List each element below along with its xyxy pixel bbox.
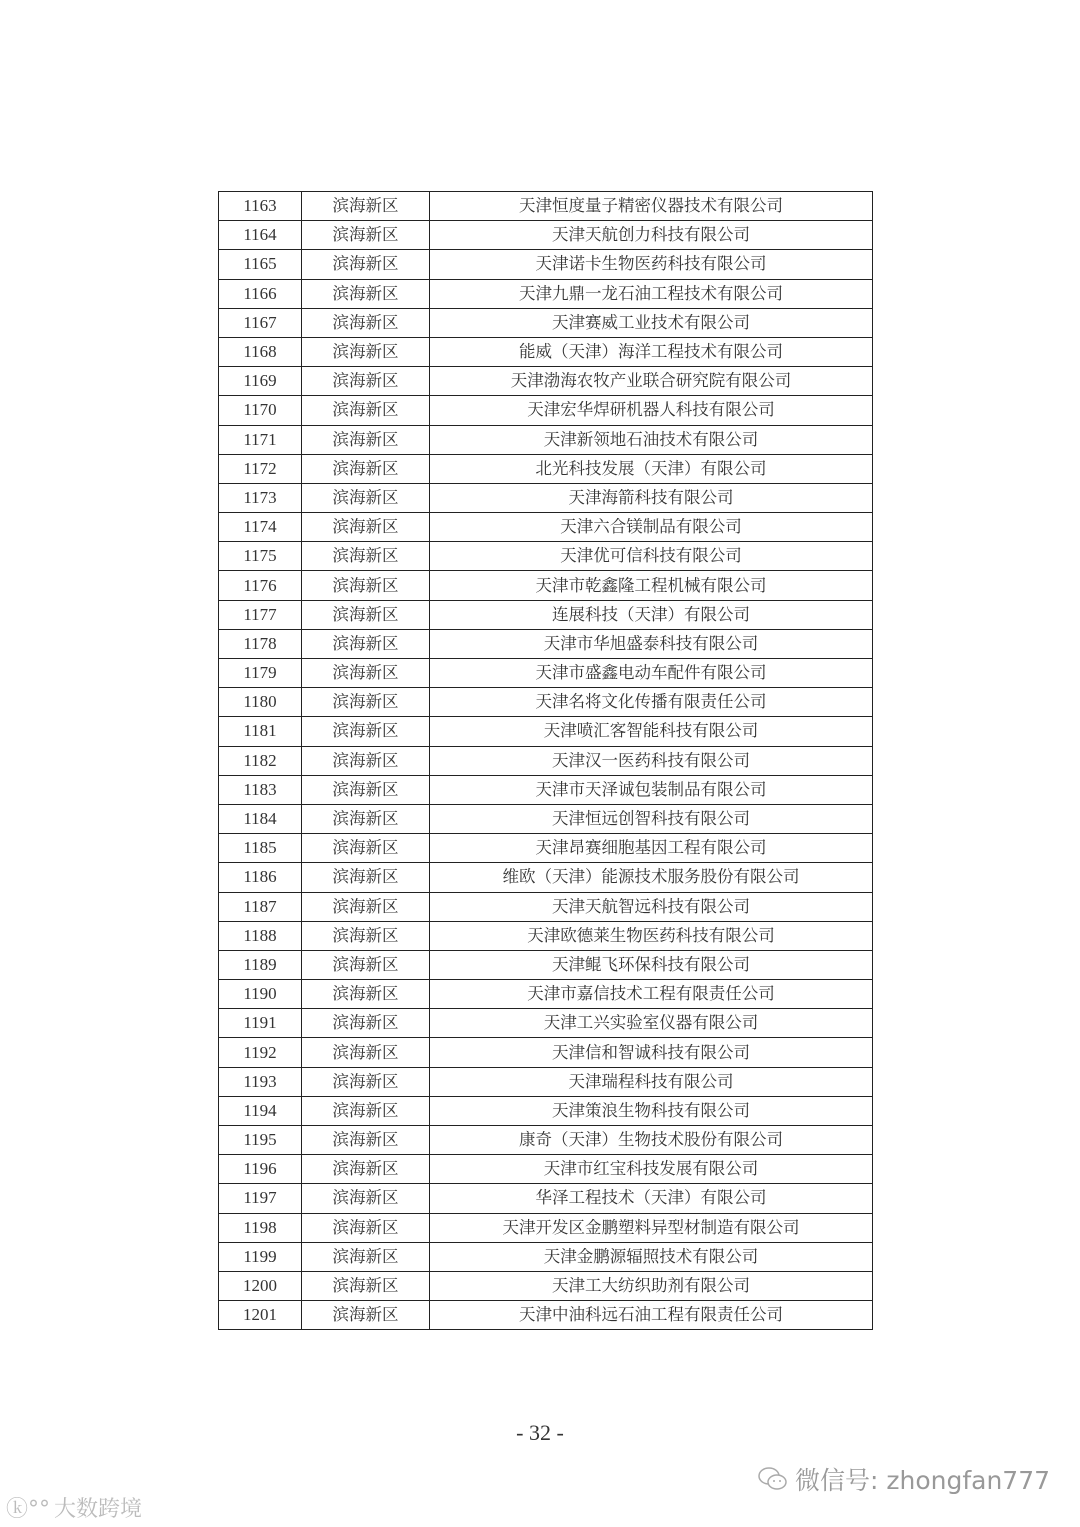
company-name: 连展科技（天津）有限公司 — [430, 600, 873, 629]
row-number: 1189 — [219, 950, 302, 979]
table-row — [219, 834, 873, 863]
company-name: 华泽工程技术（天津）有限公司 — [430, 1184, 873, 1213]
district: 滨海新区 — [302, 1096, 430, 1125]
district: 滨海新区 — [302, 250, 430, 279]
table-row — [219, 980, 873, 1009]
row-number: 1174 — [219, 513, 302, 542]
row-number: 1196 — [219, 1155, 302, 1184]
company-name: 天津恒度量子精密仪器技术有限公司 — [430, 192, 873, 221]
wechat-icon — [757, 1465, 789, 1493]
row-number: 1169 — [219, 367, 302, 396]
row-number: 1182 — [219, 746, 302, 775]
table-row — [219, 717, 873, 746]
row-number: 1172 — [219, 454, 302, 483]
page-number: - 32 - — [516, 1420, 564, 1445]
row-number: 1197 — [219, 1184, 302, 1213]
table-row — [219, 250, 873, 279]
table-row — [219, 221, 873, 250]
row-number: 1201 — [219, 1301, 302, 1330]
company-name: 天津九鼎一龙石油工程技术有限公司 — [430, 279, 873, 308]
row-number: 1180 — [219, 688, 302, 717]
company-name: 天津中油科远石油工程有限责任公司 — [430, 1301, 873, 1330]
district: 滨海新区 — [302, 542, 430, 571]
table-row — [219, 571, 873, 600]
company-name: 天津工兴实验室仪器有限公司 — [430, 1009, 873, 1038]
company-name: 维欧（天津）能源技术服务股份有限公司 — [430, 863, 873, 892]
company-name: 天津金鹏源辐照技术有限公司 — [430, 1242, 873, 1271]
table-row — [219, 629, 873, 658]
table-row — [219, 1155, 873, 1184]
district: 滨海新区 — [302, 659, 430, 688]
company-name: 天津市红宝科技发展有限公司 — [430, 1155, 873, 1184]
district: 滨海新区 — [302, 775, 430, 804]
table-row — [219, 337, 873, 366]
table-row — [219, 746, 873, 775]
district: 滨海新区 — [302, 1271, 430, 1300]
district: 滨海新区 — [302, 1184, 430, 1213]
wechat-id: 微信号: zhongfan777 — [795, 1466, 1051, 1495]
company-name: 天津新领地石油技术有限公司 — [430, 425, 873, 454]
row-number: 1192 — [219, 1038, 302, 1067]
company-name: 天津欧德莱生物医药科技有限公司 — [430, 921, 873, 950]
row-number: 1181 — [219, 717, 302, 746]
company-name: 天津市华旭盛泰科技有限公司 — [430, 629, 873, 658]
company-name: 能威（天津）海洋工程技术有限公司 — [430, 337, 873, 366]
row-number: 1199 — [219, 1242, 302, 1271]
row-number: 1190 — [219, 980, 302, 1009]
district: 滨海新区 — [302, 279, 430, 308]
company-name: 天津喷汇客智能科技有限公司 — [430, 717, 873, 746]
district: 滨海新区 — [302, 396, 430, 425]
company-name: 天津六合镁制品有限公司 — [430, 513, 873, 542]
row-number: 1187 — [219, 892, 302, 921]
site-watermark — [6, 1492, 142, 1523]
district: 滨海新区 — [302, 483, 430, 512]
company-name: 天津赛威工业技术有限公司 — [430, 308, 873, 337]
district: 滨海新区 — [302, 1155, 430, 1184]
table-row — [219, 804, 873, 833]
district: 滨海新区 — [302, 454, 430, 483]
table-row — [219, 1096, 873, 1125]
row-number: 1194 — [219, 1096, 302, 1125]
table-row — [219, 1126, 873, 1155]
company-name: 天津瑞程科技有限公司 — [430, 1067, 873, 1096]
table-row — [219, 1242, 873, 1271]
row-number: 1198 — [219, 1213, 302, 1242]
district: 滨海新区 — [302, 221, 430, 250]
table-row — [219, 483, 873, 512]
table-row — [219, 308, 873, 337]
wechat-watermark — [757, 1461, 1050, 1497]
district: 滨海新区 — [302, 513, 430, 542]
district: 滨海新区 — [302, 746, 430, 775]
table-row — [219, 892, 873, 921]
table-row — [219, 688, 873, 717]
row-number: 1176 — [219, 571, 302, 600]
row-number: 1185 — [219, 834, 302, 863]
district: 滨海新区 — [302, 1009, 430, 1038]
company-name: 天津恒远创智科技有限公司 — [430, 804, 873, 833]
district: 滨海新区 — [302, 921, 430, 950]
district: 滨海新区 — [302, 337, 430, 366]
row-number: 1175 — [219, 542, 302, 571]
table-row — [219, 396, 873, 425]
row-number: 1177 — [219, 600, 302, 629]
table-row — [219, 425, 873, 454]
district: 滨海新区 — [302, 1126, 430, 1155]
row-number: 1178 — [219, 629, 302, 658]
row-number: 1186 — [219, 863, 302, 892]
table-row — [219, 1184, 873, 1213]
company-name: 天津汉一医药科技有限公司 — [430, 746, 873, 775]
company-name: 天津信和智诚科技有限公司 — [430, 1038, 873, 1067]
table-row — [219, 1271, 873, 1300]
district: 滨海新区 — [302, 688, 430, 717]
company-name: 天津诺卡生物医药科技有限公司 — [430, 250, 873, 279]
table-row — [219, 921, 873, 950]
company-name: 天津工大纺织助剂有限公司 — [430, 1271, 873, 1300]
district: 滨海新区 — [302, 192, 430, 221]
table-row — [219, 279, 873, 308]
district: 滨海新区 — [302, 1242, 430, 1271]
district: 滨海新区 — [302, 308, 430, 337]
district: 滨海新区 — [302, 425, 430, 454]
table-row — [219, 659, 873, 688]
company-name: 天津名将文化传播有限责任公司 — [430, 688, 873, 717]
company-name: 天津市盛鑫电动车配件有限公司 — [430, 659, 873, 688]
row-number: 1164 — [219, 221, 302, 250]
row-number: 1179 — [219, 659, 302, 688]
district: 滨海新区 — [302, 950, 430, 979]
row-number: 1195 — [219, 1126, 302, 1155]
district: 滨海新区 — [302, 804, 430, 833]
company-name: 天津天航创力科技有限公司 — [430, 221, 873, 250]
row-number: 1163 — [219, 192, 302, 221]
company-name: 天津宏华焊研机器人科技有限公司 — [430, 396, 873, 425]
company-name: 天津开发区金鹏塑料异型材制造有限公司 — [430, 1213, 873, 1242]
row-number: 1173 — [219, 483, 302, 512]
district: 滨海新区 — [302, 1301, 430, 1330]
row-number: 1167 — [219, 308, 302, 337]
company-name: 天津天航智远科技有限公司 — [430, 892, 873, 921]
table-row — [219, 950, 873, 979]
district: 滨海新区 — [302, 1038, 430, 1067]
row-number: 1200 — [219, 1271, 302, 1300]
district: 滨海新区 — [302, 367, 430, 396]
company-name: 天津市天泽诚包装制品有限公司 — [430, 775, 873, 804]
watermark-logo-icon: ⓚ°° — [6, 1497, 51, 1522]
company-name: 天津策浪生物科技有限公司 — [430, 1096, 873, 1125]
table-row — [219, 513, 873, 542]
district: 滨海新区 — [302, 717, 430, 746]
company-list-table — [218, 191, 873, 1330]
row-number: 1188 — [219, 921, 302, 950]
district: 滨海新区 — [302, 834, 430, 863]
company-name: 天津市乾鑫隆工程机械有限公司 — [430, 571, 873, 600]
company-name: 天津优可信科技有限公司 — [430, 542, 873, 571]
district: 滨海新区 — [302, 892, 430, 921]
table-row — [219, 1213, 873, 1242]
company-name: 天津渤海农牧产业联合研究院有限公司 — [430, 367, 873, 396]
company-name: 天津海箭科技有限公司 — [430, 483, 873, 512]
district: 滨海新区 — [302, 1067, 430, 1096]
table-row — [219, 1301, 873, 1330]
table-row — [219, 863, 873, 892]
company-name: 天津鲲飞环保科技有限公司 — [430, 950, 873, 979]
row-number: 1171 — [219, 425, 302, 454]
table-row — [219, 367, 873, 396]
row-number: 1184 — [219, 804, 302, 833]
row-number: 1168 — [219, 337, 302, 366]
district: 滨海新区 — [302, 571, 430, 600]
company-name: 天津市嘉信技术工程有限责任公司 — [430, 980, 873, 1009]
row-number: 1170 — [219, 396, 302, 425]
row-number: 1193 — [219, 1067, 302, 1096]
row-number: 1191 — [219, 1009, 302, 1038]
district: 滨海新区 — [302, 1213, 430, 1242]
table-row — [219, 454, 873, 483]
row-number: 1183 — [219, 775, 302, 804]
table-row — [219, 775, 873, 804]
company-name: 康奇（天津）生物技术股份有限公司 — [430, 1126, 873, 1155]
row-number: 1165 — [219, 250, 302, 279]
district: 滨海新区 — [302, 629, 430, 658]
table-row — [219, 1067, 873, 1096]
table-row — [219, 1038, 873, 1067]
district: 滨海新区 — [302, 600, 430, 629]
company-name: 北光科技发展（天津）有限公司 — [430, 454, 873, 483]
company-name: 天津昂赛细胞基因工程有限公司 — [430, 834, 873, 863]
table-row — [219, 600, 873, 629]
table-row — [219, 542, 873, 571]
row-number: 1166 — [219, 279, 302, 308]
district: 滨海新区 — [302, 980, 430, 1009]
district: 滨海新区 — [302, 863, 430, 892]
watermark-text: 大数跨境 — [54, 1497, 143, 1522]
table-row — [219, 192, 873, 221]
table-row — [219, 1009, 873, 1038]
